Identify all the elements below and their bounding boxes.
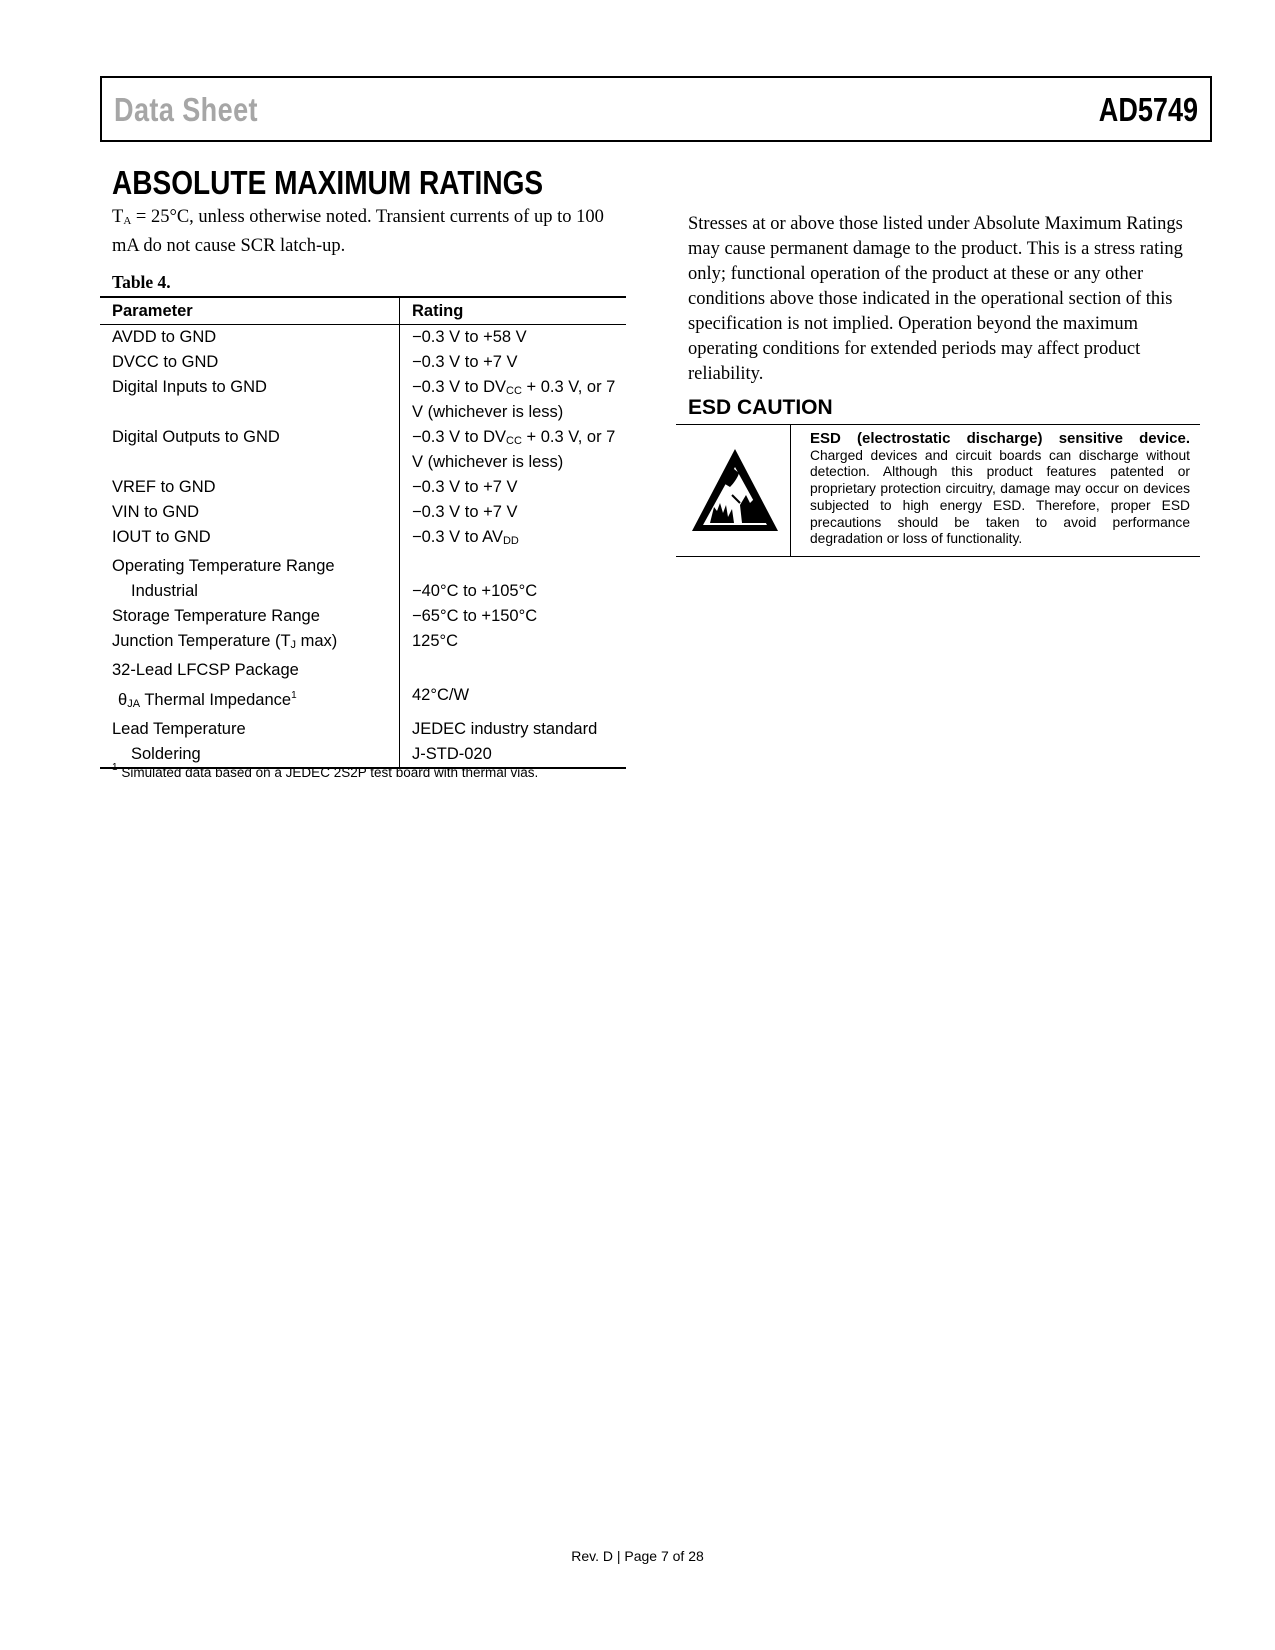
table-row	[100, 604, 626, 629]
rating-cell: −0.3 V to +7 V	[412, 353, 518, 371]
rating-cell: J-STD-020	[400, 742, 627, 768]
rating-cell: −0.3 V to +7 V	[412, 503, 518, 521]
footnote-text: Simulated data based on a JEDEC 2S2P test board with thermal vias.	[117, 765, 539, 780]
rating-text: −0.3 V to DV	[412, 428, 507, 446]
intro-t-subscript: A	[123, 215, 132, 227]
table-row	[100, 683, 626, 717]
rating-subscript: DD	[502, 535, 519, 547]
intro-paragraph	[112, 205, 612, 259]
parameter-cell: VIN to GND	[100, 500, 400, 525]
parameter-cell: IOUT to GND	[100, 525, 400, 554]
esd-caution-bold: ESD (electrostatic discharge) sensitive device.	[810, 430, 1190, 447]
esd-caution-box	[676, 424, 1200, 557]
table-row	[100, 629, 626, 658]
esd-warning-icon	[690, 447, 780, 533]
esd-caution-body: Charged devices and circuit boards can discharge without detection. Although this product features patented or proprietary protection circuitry, damage may occur on devices subjected to high energy ESD. Therefore, proper ESD precautions should be taken to avoid performance degradation or loss of functionality.	[810, 447, 1190, 547]
rating-cell: −0.3 V to +7 V	[412, 478, 518, 496]
rating-cell: −0.3 V to +58 V	[412, 328, 527, 346]
header-doc-type: Data Sheet	[114, 91, 258, 128]
column-header-rating: Rating	[400, 297, 627, 325]
table-footnote	[112, 762, 538, 780]
table-row	[100, 500, 626, 525]
table-row	[100, 658, 626, 683]
footnote-reference: 1	[291, 690, 297, 701]
parameter-cell: AVDD to GND	[100, 325, 400, 351]
parameter-cell: Industrial	[100, 579, 400, 604]
rating-cell: −40°C to +105°C	[412, 582, 538, 600]
rating-cell	[400, 525, 627, 554]
table-header-row	[100, 297, 626, 325]
table-row	[100, 350, 626, 375]
parameter-text: max)	[296, 632, 338, 650]
table-row	[100, 525, 626, 554]
parameter-cell: Digital Outputs to GND	[100, 425, 400, 475]
parameter-cell: 32-Lead LFCSP Package	[100, 658, 400, 683]
stress-paragraph: Stresses at or above those listed under Absolute Maximum Ratings may cause permanent damage to the product. This is a stress rating only; functional operation of the product at these or any other conditions above those indicated in the operational section of this specification is not implied. Operation beyond the maximum operating conditions for extended periods may affect product reliability.	[688, 214, 1183, 384]
rating-cell: JEDEC industry standard	[412, 720, 598, 738]
section-title: ABSOLUTE MAXIMUM RATINGS	[112, 164, 544, 201]
table-row	[100, 554, 626, 579]
footnote-mark: 1	[112, 762, 118, 773]
parameter-cell: Operating Temperature Range	[100, 554, 400, 579]
rating-cell	[400, 554, 627, 579]
table-row	[100, 375, 626, 425]
rating-text: −0.3 V to DV	[412, 378, 507, 396]
esd-icon-cell	[676, 425, 791, 556]
rating-text: −0.3 V to AV	[412, 528, 503, 546]
intro-text: = 25°C, unless otherwise noted. Transient currents of up to 100 mA do not cause SCR latch-up.	[112, 207, 604, 256]
table-row	[100, 579, 626, 604]
page-footer: Rev. D | Page 7 of 28	[571, 1548, 704, 1564]
parameter-text: Thermal Impedance	[140, 691, 292, 709]
esd-caution-title: ESD CAUTION	[688, 396, 833, 419]
parameter-subscript: J	[290, 639, 297, 651]
table-row	[100, 475, 626, 500]
parameter-cell: Storage Temperature Range	[100, 604, 400, 629]
intro-t: T	[112, 207, 124, 227]
table-row	[100, 325, 626, 351]
parameter-text: Junction Temperature (T	[112, 632, 291, 650]
parameter-cell: Digital Inputs to GND	[100, 375, 400, 425]
page-header	[100, 76, 1212, 142]
rating-subscript: CC	[506, 435, 522, 447]
rating-cell	[400, 658, 627, 683]
parameter-cell: VREF to GND	[100, 475, 400, 500]
parameter-cell: Soldering	[100, 742, 400, 768]
table-row	[100, 717, 626, 742]
rating-text: + 0.3 V, or 7 V (whichever is less)	[412, 428, 616, 471]
parameter-cell	[100, 629, 400, 658]
table-row	[100, 425, 626, 475]
rating-cell: −65°C to +150°C	[412, 607, 538, 625]
parameter-cell	[100, 683, 400, 717]
rating-cell: 42°C/W	[412, 686, 470, 704]
header-part-number: AD5749	[1098, 91, 1198, 128]
parameter-text: θ	[118, 691, 128, 709]
rating-subscript: CC	[506, 385, 522, 397]
esd-caution-text	[810, 431, 1190, 548]
ratings-table	[100, 296, 626, 769]
parameter-cell: Lead Temperature	[100, 717, 400, 742]
parameter-cell: DVCC to GND	[100, 350, 400, 375]
rating-cell: 125°C	[412, 632, 459, 650]
column-header-parameter: Parameter	[100, 297, 400, 325]
table-title: Table 4.	[112, 272, 171, 292]
parameter-subscript: JA	[127, 698, 141, 710]
rating-cell	[400, 425, 627, 475]
rating-text: + 0.3 V, or 7 V (whichever is less)	[412, 378, 616, 421]
rating-cell	[400, 375, 627, 425]
